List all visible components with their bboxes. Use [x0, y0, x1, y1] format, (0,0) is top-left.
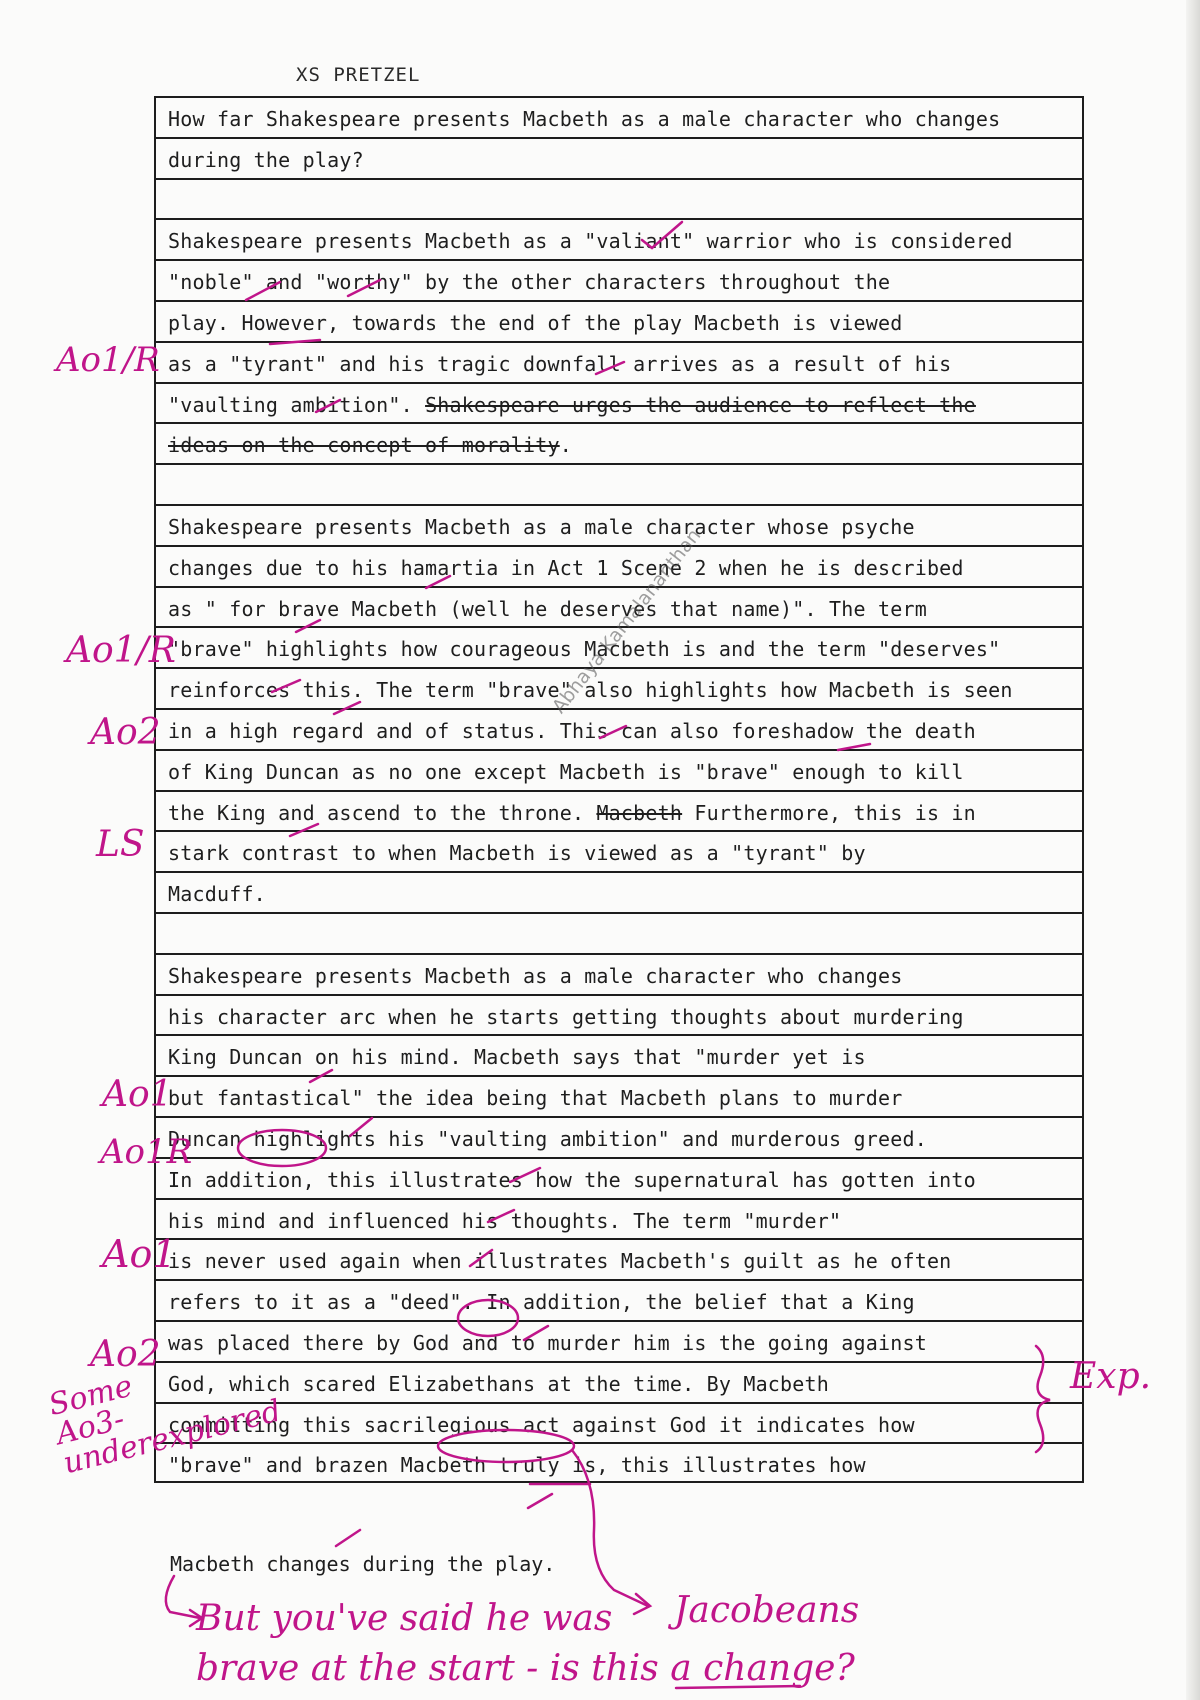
essay-line-text: play. However, towards the end of the play Macbeth is viewed [168, 310, 903, 335]
tick-mark [528, 1494, 552, 1508]
essay-line [156, 382, 1082, 423]
header-note: XS PRETZEL [296, 64, 421, 86]
essay-line-text: changes due to his hamartia in Act 1 Scene 2 when he is described [168, 555, 964, 580]
essay-line-text: refers to it as a "deed". In addition, the belief that a King [168, 1290, 915, 1315]
margin-note-ao1-b: Ao1 [102, 1232, 177, 1276]
essay-line-text: Shakespeare presents Macbeth as a male character whose psyche [168, 514, 915, 539]
margin-note-ao1-a: Ao1 [102, 1074, 173, 1115]
essay-line [156, 912, 1082, 953]
essay-line-text: "vaulting ambition". Shakespeare urges the audience to reflect the [168, 392, 976, 417]
essay-line [156, 137, 1082, 178]
essay-line [156, 178, 1082, 219]
margin-note-ao1r-third: Ao1R [100, 1132, 193, 1172]
lined-writing-area [154, 96, 1084, 1483]
essay-line [156, 1442, 1082, 1483]
essay-line [156, 790, 1082, 831]
essay-line [156, 708, 1082, 749]
essay-line [156, 1157, 1082, 1198]
margin-note-ls: LS [96, 824, 145, 865]
essay-line [156, 1034, 1082, 1075]
margin-note-ao1r-second: Ao1/R [66, 630, 176, 671]
essay-line-text: stark contrast to when Macbeth is viewed as a "tyrant" by [168, 841, 866, 866]
essay-line [156, 96, 1082, 137]
essay-line-text: Shakespeare presents Macbeth as a "valiant" warrior who is considered [168, 229, 1013, 254]
essay-line-text: his mind and influenced his thoughts. The term "murder" [168, 1208, 842, 1233]
essay-line-text: is never used again when illustrates Macbeth's guilt as he often [168, 1249, 952, 1274]
essay-line [156, 667, 1082, 708]
essay-line [156, 341, 1082, 382]
margin-note-ao2-second: Ao2 [90, 1334, 161, 1375]
essay-line [156, 1279, 1082, 1320]
essay-line-text: in a high regard and of status. This can also foreshadow the death [168, 718, 976, 743]
essay-line [156, 1238, 1082, 1279]
essay-line [156, 1116, 1082, 1157]
essay-line-text: as a "tyrant" and his tragic downfall arrives as a result of his [168, 351, 952, 376]
crossed-out-text: ideas on the concept of morality [168, 433, 560, 458]
essay-line [156, 300, 1082, 341]
essay-line-text: How far Shakespeare presents Macbeth as a male character who changes [168, 107, 1001, 131]
margin-note-some-ao3: Some Ao3- underexplored [45, 1368, 285, 1482]
essay-line [156, 218, 1082, 259]
essay-line [156, 422, 1082, 463]
essay-line-text: during the play? [168, 147, 364, 172]
essay-line-text: was placed there by God and to murder him is the going against [168, 1330, 927, 1355]
margin-note-exp: Exp. [1070, 1356, 1152, 1397]
essay-line [156, 1402, 1082, 1443]
essay-line [156, 545, 1082, 586]
page-edge-shadow [1186, 0, 1200, 1700]
essay-line [156, 1198, 1082, 1239]
arrow-mark [166, 1576, 200, 1618]
essay-line-text: "brave" highlights how courageous Macbeth is and the term "deserves" [168, 637, 1001, 662]
essay-line [156, 871, 1082, 912]
watermark: Abhaya Kamalananthan [548, 524, 706, 718]
margin-note-ao1r-first: Ao1/R [56, 340, 160, 380]
crossed-out-text: Shakespeare urges the audience to reflect the [425, 392, 976, 417]
essay-line [156, 1075, 1082, 1116]
essay-line-text: In addition, this illustrates how the supernatural has gotten into [168, 1167, 976, 1192]
margin-note-ao2-first: Ao2 [90, 712, 161, 753]
essay-line [156, 1320, 1082, 1361]
essay-line-text: of King Duncan as no one except Macbeth is "brave" enough to kill [168, 759, 964, 784]
essay-line-text: King Duncan on his mind. Macbeth says that "murder yet is [168, 1045, 866, 1070]
essay-line-text: Shakespeare presents Macbeth as a male character who changes [168, 963, 903, 988]
essay-line [156, 749, 1082, 790]
teacher-feedback: But you've said he was brave at the start - is this a change? [196, 1598, 855, 1689]
closing-line: Macbeth changes during the play. [170, 1552, 556, 1576]
essay-line-text: reinforces this. The term "brave" also highlights how Macbeth is seen [168, 678, 1013, 703]
margin-note-jacobeans: Jacobeans [674, 1590, 860, 1631]
essay-line-text: Duncan highlights his "vaulting ambition" and murderous greed. [168, 1126, 927, 1151]
essay-line [156, 830, 1082, 871]
essay-line-text: ideas on the concept of morality. [168, 433, 572, 458]
essay-line-text: but fantastical" the idea being that Macbeth plans to murder [168, 1086, 903, 1111]
essay-line-text: committing this sacrilegious act against God it indicates how [168, 1412, 915, 1437]
essay-line-text: as " for brave Macbeth (well he deserves that name)". The term [168, 596, 927, 621]
essay-line-text: the King and ascend to the throne. Macbeth Furthermore, this is in [168, 800, 976, 825]
essay-line [156, 1361, 1082, 1402]
essay-line [156, 994, 1082, 1035]
tick-mark [336, 1530, 360, 1546]
essay-line [156, 259, 1082, 300]
essay-line [156, 463, 1082, 504]
essay-line [156, 504, 1082, 545]
essay-line-text: "noble" and "worthy" by the other characters throughout the [168, 270, 891, 295]
essay-line-text: "brave" and brazen Macbeth truly is, this illustrates how [168, 1453, 866, 1478]
essay-line-text: his character arc when he starts getting thoughts about murdering [168, 1004, 964, 1029]
crossed-out-text: Macbeth [596, 800, 683, 825]
essay-line-text: Macduff. [168, 882, 266, 907]
essay-line-text: God, which scared Elizabethans at the time. By Macbeth [168, 1371, 830, 1396]
essay-line [156, 953, 1082, 994]
